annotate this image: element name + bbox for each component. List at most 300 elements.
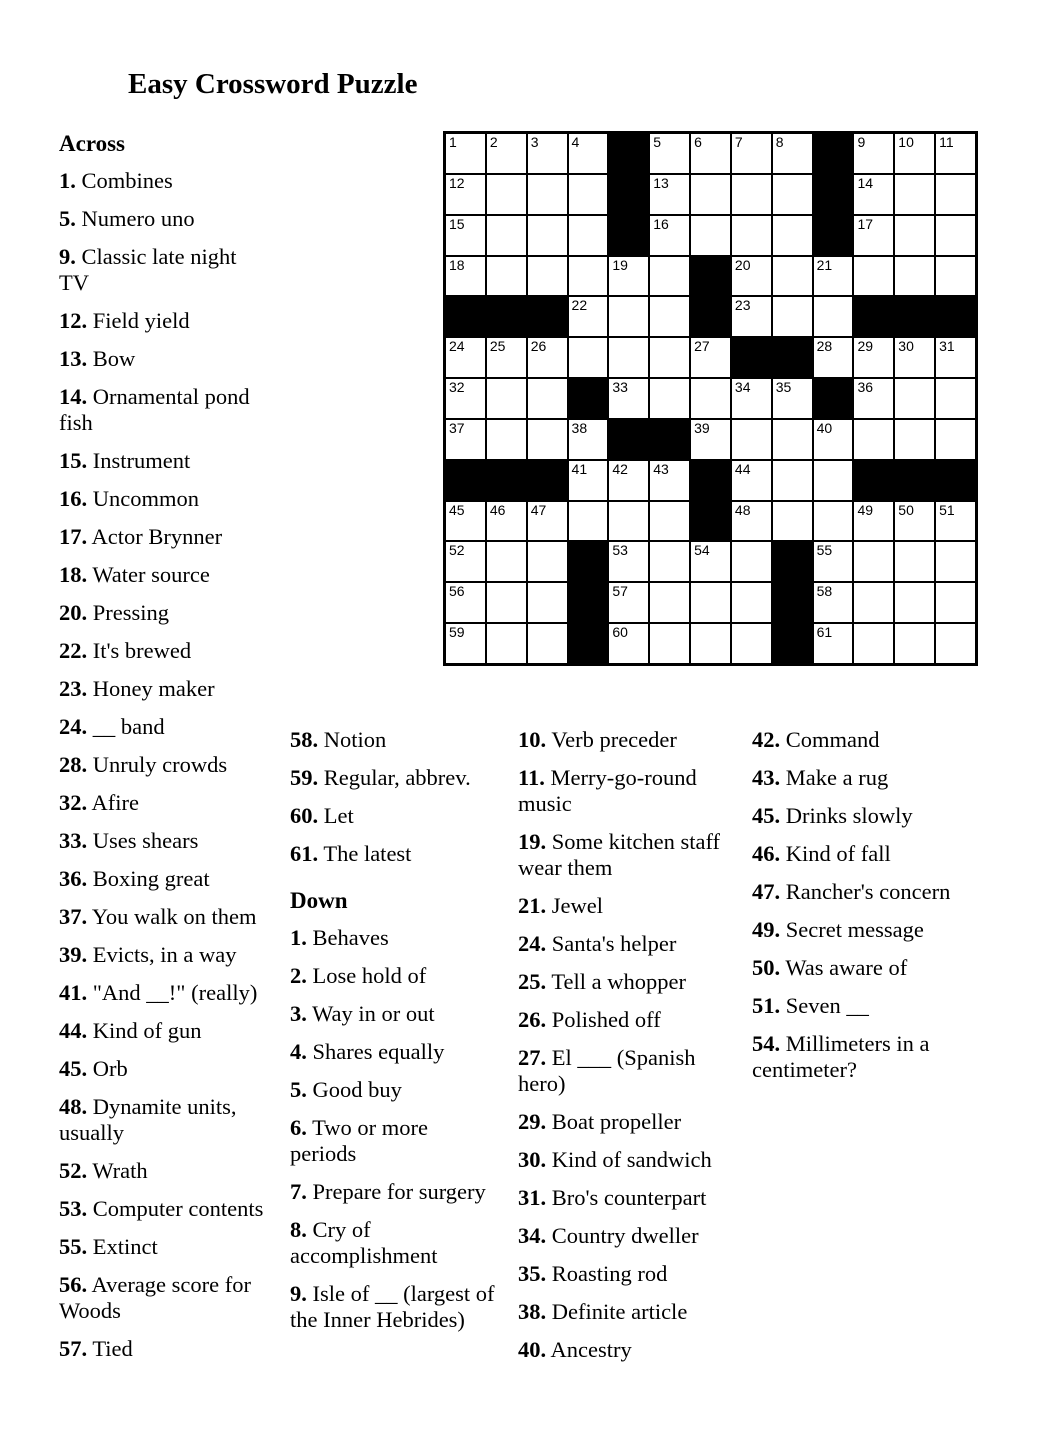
grid-cell[interactable] bbox=[895, 379, 934, 418]
grid-cell[interactable] bbox=[691, 175, 730, 214]
clue-across-5 bbox=[59, 206, 271, 232]
clue-number: 9. bbox=[290, 1281, 307, 1306]
grid-cell[interactable] bbox=[446, 134, 485, 173]
grid-cell-black bbox=[446, 297, 485, 336]
clue-number: 26. bbox=[518, 1007, 547, 1032]
clue-text: Unruly crowds bbox=[92, 752, 228, 777]
grid-cell[interactable] bbox=[814, 420, 853, 459]
grid-cell[interactable] bbox=[854, 175, 893, 214]
clue-down-51 bbox=[752, 993, 960, 1019]
clue-text: Verb preceder bbox=[551, 727, 677, 752]
clue-text: Isle of __ (largest of the Inner Hebrides) bbox=[290, 1281, 495, 1332]
clue-down-49 bbox=[752, 917, 960, 943]
clue-text: Afire bbox=[91, 790, 139, 815]
grid-cell[interactable] bbox=[691, 216, 730, 255]
grid-cell[interactable] bbox=[936, 624, 975, 663]
clue-number: 36. bbox=[59, 866, 88, 891]
clue-text: Drinks slowly bbox=[785, 803, 913, 828]
grid-cell[interactable] bbox=[528, 216, 567, 255]
grid-cell[interactable] bbox=[936, 175, 975, 214]
clue-number: 12. bbox=[59, 308, 88, 333]
clue-text: Let bbox=[323, 803, 354, 828]
grid-cell[interactable] bbox=[609, 379, 648, 418]
cell-number: 48 bbox=[734, 501, 751, 518]
grid-cell[interactable] bbox=[569, 420, 608, 459]
cell-number: 10 bbox=[898, 134, 914, 150]
grid-cell[interactable] bbox=[528, 338, 567, 377]
clue-text: Combines bbox=[81, 168, 173, 193]
clue-across-37 bbox=[59, 904, 271, 930]
grid-cell[interactable] bbox=[609, 257, 648, 296]
grid-cell[interactable] bbox=[732, 297, 771, 336]
clue-down-46 bbox=[752, 841, 960, 867]
clue-number: 16. bbox=[59, 486, 88, 511]
clue-text: Way in or out bbox=[312, 1001, 435, 1026]
cell-number: 23 bbox=[734, 297, 751, 314]
across-clues-list-1 bbox=[59, 168, 271, 1362]
clue-number: 15. bbox=[59, 448, 88, 473]
cell-number: 30 bbox=[898, 338, 914, 355]
grid-cell[interactable] bbox=[487, 257, 526, 296]
grid-cell[interactable] bbox=[895, 502, 934, 541]
grid-cell[interactable] bbox=[854, 216, 893, 255]
clue-text: Command bbox=[785, 727, 880, 752]
grid-cell[interactable] bbox=[691, 624, 730, 663]
grid-cell[interactable] bbox=[773, 461, 812, 500]
clue-number: 47. bbox=[752, 879, 781, 904]
cell-number: 50 bbox=[898, 501, 914, 518]
clue-number: 33. bbox=[59, 828, 88, 853]
grid-cell[interactable] bbox=[446, 624, 485, 663]
grid-cell[interactable] bbox=[528, 420, 567, 459]
clue-across-57 bbox=[59, 1336, 271, 1362]
grid-cell[interactable] bbox=[487, 583, 526, 622]
clue-across-13 bbox=[59, 346, 271, 372]
cell-number: 49 bbox=[857, 501, 874, 518]
clue-text: Tell a whopper bbox=[551, 969, 686, 994]
clue-across-53 bbox=[59, 1196, 271, 1222]
clue-across-45 bbox=[59, 1056, 271, 1082]
grid-cell[interactable] bbox=[895, 420, 934, 459]
grid-cell[interactable] bbox=[446, 257, 485, 296]
grid-cell[interactable] bbox=[650, 461, 689, 500]
clue-text: Bro's counterpart bbox=[551, 1185, 707, 1210]
clue-number: 1. bbox=[290, 925, 307, 950]
grid-cell[interactable] bbox=[895, 624, 934, 663]
grid-cell-black bbox=[609, 134, 648, 173]
grid-cell[interactable] bbox=[895, 542, 934, 581]
clue-text: Ancestry bbox=[550, 1337, 632, 1362]
grid-cell[interactable] bbox=[691, 338, 730, 377]
grid-cell[interactable] bbox=[814, 461, 853, 500]
grid-cell[interactable] bbox=[691, 583, 730, 622]
grid-cell[interactable] bbox=[528, 502, 567, 541]
grid-cell[interactable] bbox=[936, 420, 975, 459]
clue-number: 54. bbox=[752, 1031, 781, 1056]
clue-down-43 bbox=[752, 765, 960, 791]
grid-cell[interactable] bbox=[854, 257, 893, 296]
grid-cell[interactable] bbox=[569, 338, 608, 377]
cell-number: 28 bbox=[816, 338, 833, 355]
grid-cell[interactable] bbox=[895, 175, 934, 214]
grid-cell[interactable] bbox=[446, 338, 485, 377]
page-title: Easy Crossword Puzzle bbox=[128, 68, 418, 100]
clue-across-36 bbox=[59, 866, 271, 892]
grid-cell[interactable] bbox=[854, 379, 893, 418]
grid-cell[interactable] bbox=[487, 502, 526, 541]
cell-number: 5 bbox=[653, 134, 662, 150]
clue-text: Honey maker bbox=[92, 676, 215, 701]
grid-cell[interactable] bbox=[854, 502, 893, 541]
grid-cell[interactable] bbox=[936, 502, 975, 541]
clue-text: Wrath bbox=[92, 1158, 148, 1183]
grid-cell[interactable] bbox=[446, 379, 485, 418]
grid-cell[interactable] bbox=[569, 257, 608, 296]
grid-cell[interactable] bbox=[609, 542, 648, 581]
grid-cell[interactable] bbox=[609, 338, 648, 377]
grid-cell[interactable] bbox=[528, 379, 567, 418]
grid-cell[interactable] bbox=[487, 175, 526, 214]
grid-cell[interactable] bbox=[732, 502, 771, 541]
cell-number: 38 bbox=[571, 419, 588, 436]
grid-cell[interactable] bbox=[732, 461, 771, 500]
clue-across-17 bbox=[59, 524, 271, 550]
grid-cell[interactable] bbox=[650, 175, 689, 214]
cell-number: 20 bbox=[734, 256, 751, 273]
clue-number: 14. bbox=[59, 384, 88, 409]
clue-text: It's brewed bbox=[92, 638, 192, 663]
grid-cell[interactable] bbox=[895, 134, 934, 173]
clue-across-39 bbox=[59, 942, 271, 968]
grid-cell[interactable] bbox=[446, 583, 485, 622]
clue-column-1 bbox=[59, 130, 271, 1374]
grid-cell[interactable] bbox=[650, 379, 689, 418]
clue-number: 41. bbox=[59, 980, 88, 1005]
cell-number: 26 bbox=[530, 338, 547, 355]
clue-number: 52. bbox=[59, 1158, 88, 1183]
clue-number: 20. bbox=[59, 600, 88, 625]
grid-cell[interactable] bbox=[487, 134, 526, 173]
grid-cell[interactable] bbox=[732, 583, 771, 622]
grid-cell-black bbox=[650, 420, 689, 459]
cell-number: 41 bbox=[571, 460, 588, 477]
grid-cell[interactable] bbox=[732, 379, 771, 418]
grid-cell[interactable] bbox=[814, 583, 853, 622]
clue-number: 18. bbox=[59, 562, 88, 587]
clue-text: Millimeters in a centimeter? bbox=[752, 1031, 930, 1082]
clue-number: 56. bbox=[59, 1272, 88, 1297]
clue-down-6 bbox=[290, 1115, 495, 1167]
clue-down-2 bbox=[290, 963, 495, 989]
clue-number: 5. bbox=[59, 206, 76, 231]
clue-down-45 bbox=[752, 803, 960, 829]
clue-down-25 bbox=[518, 969, 728, 995]
grid-cell[interactable] bbox=[528, 583, 567, 622]
clue-number: 42. bbox=[752, 727, 781, 752]
grid-cell[interactable] bbox=[569, 297, 608, 336]
grid-cell[interactable] bbox=[936, 379, 975, 418]
grid-cell-black bbox=[691, 297, 730, 336]
clue-number: 53. bbox=[59, 1196, 88, 1221]
clue-across-33 bbox=[59, 828, 271, 854]
grid-cell[interactable] bbox=[650, 134, 689, 173]
grid-cell[interactable] bbox=[732, 257, 771, 296]
clue-text: Extinct bbox=[92, 1234, 158, 1259]
grid-cell[interactable] bbox=[773, 420, 812, 459]
grid-cell-black bbox=[691, 257, 730, 296]
clue-text: Make a rug bbox=[785, 765, 889, 790]
grid-cell[interactable] bbox=[773, 297, 812, 336]
grid-cell[interactable] bbox=[814, 502, 853, 541]
cell-number: 39 bbox=[694, 419, 710, 436]
grid-cell[interactable] bbox=[895, 338, 934, 377]
grid-cell[interactable] bbox=[814, 542, 853, 581]
clue-text: Numero uno bbox=[81, 206, 195, 231]
clue-number: 11. bbox=[518, 765, 545, 790]
grid-cell[interactable] bbox=[854, 134, 893, 173]
grid-cell[interactable] bbox=[569, 134, 608, 173]
clue-number: 45. bbox=[752, 803, 781, 828]
grid-cell-black bbox=[773, 542, 812, 581]
grid-cell[interactable] bbox=[691, 379, 730, 418]
clue-text: Lose hold of bbox=[312, 963, 427, 988]
clue-across-9 bbox=[59, 244, 271, 296]
clue-across-44 bbox=[59, 1018, 271, 1044]
grid-cell-black bbox=[528, 461, 567, 500]
clue-number: 29. bbox=[518, 1109, 547, 1134]
clue-number: 2. bbox=[290, 963, 307, 988]
clue-text: Some kitchen staff wear them bbox=[518, 829, 721, 880]
clue-across-59 bbox=[290, 765, 495, 791]
clue-number: 32. bbox=[59, 790, 88, 815]
grid-cell[interactable] bbox=[814, 624, 853, 663]
clue-down-21 bbox=[518, 893, 728, 919]
grid-cell[interactable] bbox=[854, 624, 893, 663]
grid-cell[interactable] bbox=[936, 338, 975, 377]
clue-text: Was aware of bbox=[785, 955, 908, 980]
grid-cell[interactable] bbox=[487, 624, 526, 663]
clue-down-31 bbox=[518, 1185, 728, 1211]
grid-cell[interactable] bbox=[936, 542, 975, 581]
grid-cell-black bbox=[487, 297, 526, 336]
cell-number: 27 bbox=[694, 338, 710, 355]
grid-cell[interactable] bbox=[854, 420, 893, 459]
across-header: Across bbox=[59, 131, 126, 156]
clue-number: 59. bbox=[290, 765, 319, 790]
grid-cell[interactable] bbox=[691, 134, 730, 173]
grid-cell[interactable] bbox=[854, 542, 893, 581]
grid-cell-black bbox=[814, 379, 853, 418]
grid-cell[interactable] bbox=[732, 420, 771, 459]
grid-cell[interactable] bbox=[691, 420, 730, 459]
clue-number: 25. bbox=[518, 969, 547, 994]
grid-cell[interactable] bbox=[487, 420, 526, 459]
clue-text: Pressing bbox=[92, 600, 170, 625]
cell-number: 36 bbox=[857, 379, 874, 396]
grid-cell[interactable] bbox=[895, 583, 934, 622]
clue-number: 21. bbox=[518, 893, 547, 918]
clue-text: Roasting rod bbox=[551, 1261, 668, 1286]
clue-text: Tied bbox=[92, 1336, 133, 1361]
grid-cell-black bbox=[814, 216, 853, 255]
cell-number: 61 bbox=[816, 624, 833, 641]
grid-cell[interactable] bbox=[569, 461, 608, 500]
clue-number: 3. bbox=[290, 1001, 307, 1026]
grid-cell[interactable] bbox=[609, 297, 648, 336]
clue-number: 28. bbox=[59, 752, 88, 777]
clue-across-14 bbox=[59, 384, 271, 436]
grid-cell[interactable] bbox=[446, 216, 485, 255]
grid-cell[interactable] bbox=[609, 624, 648, 663]
clue-number: 7. bbox=[290, 1179, 307, 1204]
grid-cell[interactable] bbox=[773, 216, 812, 255]
grid-cell[interactable] bbox=[569, 502, 608, 541]
clue-number: 38. bbox=[518, 1299, 547, 1324]
grid-cell[interactable] bbox=[773, 134, 812, 173]
grid-cell[interactable] bbox=[487, 338, 526, 377]
grid-cell[interactable] bbox=[773, 379, 812, 418]
grid-cell[interactable] bbox=[609, 502, 648, 541]
grid-cell[interactable] bbox=[732, 624, 771, 663]
grid-cell[interactable] bbox=[895, 216, 934, 255]
grid-cell[interactable] bbox=[446, 420, 485, 459]
grid-cell[interactable] bbox=[650, 542, 689, 581]
cell-number: 46 bbox=[489, 501, 506, 518]
clue-text: You walk on them bbox=[91, 904, 257, 929]
clue-text: Secret message bbox=[785, 917, 924, 942]
grid-cell[interactable] bbox=[650, 624, 689, 663]
cell-number: 17 bbox=[857, 215, 874, 232]
grid-cell[interactable] bbox=[691, 542, 730, 581]
clue-text: Boxing great bbox=[92, 866, 210, 891]
clue-number: 45. bbox=[59, 1056, 88, 1081]
grid-cell-black bbox=[854, 297, 893, 336]
clue-number: 1. bbox=[59, 168, 76, 193]
clue-down-47 bbox=[752, 879, 960, 905]
grid-cell[interactable] bbox=[650, 338, 689, 377]
grid-cell[interactable] bbox=[936, 583, 975, 622]
grid-cell[interactable] bbox=[446, 542, 485, 581]
grid-cell[interactable] bbox=[814, 297, 853, 336]
grid-cell[interactable] bbox=[569, 175, 608, 214]
clue-text: Good buy bbox=[312, 1077, 402, 1102]
grid-cell[interactable] bbox=[569, 216, 608, 255]
clue-text: Bow bbox=[92, 346, 136, 371]
grid-cell[interactable] bbox=[650, 216, 689, 255]
clue-number: 39. bbox=[59, 942, 88, 967]
clue-number: 13. bbox=[59, 346, 88, 371]
clue-text: Ornamental pond fish bbox=[59, 384, 250, 435]
clue-text: Kind of sandwich bbox=[551, 1147, 712, 1172]
grid-cell[interactable] bbox=[650, 297, 689, 336]
clue-down-34 bbox=[518, 1223, 728, 1249]
grid-cell[interactable] bbox=[895, 257, 934, 296]
grid-cell[interactable] bbox=[854, 338, 893, 377]
cell-number: 59 bbox=[449, 624, 465, 641]
cell-number: 58 bbox=[816, 583, 833, 600]
grid-cell[interactable] bbox=[446, 502, 485, 541]
grid-cell[interactable] bbox=[650, 583, 689, 622]
grid-cell[interactable] bbox=[650, 502, 689, 541]
clue-text: Orb bbox=[92, 1056, 128, 1081]
grid-cell[interactable] bbox=[773, 502, 812, 541]
grid-cell[interactable] bbox=[814, 257, 853, 296]
clue-down-8 bbox=[290, 1217, 495, 1269]
clue-text: Cry of accomplishment bbox=[290, 1217, 438, 1268]
grid-cell[interactable] bbox=[732, 216, 771, 255]
clue-text: Average score for Woods bbox=[59, 1272, 252, 1323]
grid-cell[interactable] bbox=[487, 379, 526, 418]
clue-text: __ band bbox=[92, 714, 165, 739]
clue-down-5 bbox=[290, 1077, 495, 1103]
grid-cell[interactable] bbox=[936, 134, 975, 173]
cell-number: 25 bbox=[489, 338, 506, 355]
grid-cell[interactable] bbox=[936, 216, 975, 255]
cell-number: 12 bbox=[449, 174, 465, 191]
clue-across-61 bbox=[290, 841, 495, 867]
clue-number: 49. bbox=[752, 917, 781, 942]
clue-down-19 bbox=[518, 829, 728, 881]
grid-cell[interactable] bbox=[528, 134, 567, 173]
clue-text: Evicts, in a way bbox=[92, 942, 237, 967]
clue-text: Seven __ bbox=[785, 993, 869, 1018]
clue-across-18 bbox=[59, 562, 271, 588]
across-clues-list-2 bbox=[290, 727, 495, 867]
grid-cell[interactable] bbox=[528, 175, 567, 214]
grid-cell[interactable] bbox=[773, 175, 812, 214]
grid-cell[interactable] bbox=[487, 216, 526, 255]
clue-down-35 bbox=[518, 1261, 728, 1287]
grid-cell[interactable] bbox=[773, 257, 812, 296]
grid-cell[interactable] bbox=[854, 583, 893, 622]
clue-text: Definite article bbox=[551, 1299, 688, 1324]
clue-number: 57. bbox=[59, 1336, 88, 1361]
clue-down-9 bbox=[290, 1281, 495, 1333]
cell-number: 53 bbox=[612, 542, 628, 559]
grid-cell-black bbox=[814, 134, 853, 173]
grid-cell[interactable] bbox=[487, 542, 526, 581]
clue-down-27 bbox=[518, 1045, 728, 1097]
grid-cell[interactable] bbox=[528, 542, 567, 581]
grid-cell[interactable] bbox=[936, 257, 975, 296]
grid-cell[interactable] bbox=[528, 624, 567, 663]
grid-cell[interactable] bbox=[446, 175, 485, 214]
grid-cell[interactable] bbox=[650, 257, 689, 296]
clue-text: Regular, abbrev. bbox=[323, 765, 471, 790]
grid-cell[interactable] bbox=[732, 175, 771, 214]
grid-cell-black bbox=[569, 542, 608, 581]
cell-number: 35 bbox=[775, 379, 792, 396]
grid-cell[interactable] bbox=[732, 542, 771, 581]
cell-number: 60 bbox=[612, 624, 628, 641]
grid-cell[interactable] bbox=[732, 134, 771, 173]
clue-across-55 bbox=[59, 1234, 271, 1260]
grid-cell[interactable] bbox=[528, 257, 567, 296]
grid-cell[interactable] bbox=[814, 338, 853, 377]
cell-number: 19 bbox=[612, 256, 628, 273]
grid-cell[interactable] bbox=[609, 461, 648, 500]
grid-cell[interactable] bbox=[609, 583, 648, 622]
cell-number: 47 bbox=[530, 501, 547, 518]
grid-cell-black bbox=[814, 175, 853, 214]
cell-number: 54 bbox=[694, 542, 710, 559]
cell-number: 6 bbox=[694, 134, 702, 150]
grid-cell-black bbox=[691, 502, 730, 541]
cell-number: 13 bbox=[653, 174, 669, 191]
clue-number: 61. bbox=[290, 841, 319, 866]
clue-number: 48. bbox=[59, 1094, 88, 1119]
cell-number: 18 bbox=[449, 256, 465, 273]
